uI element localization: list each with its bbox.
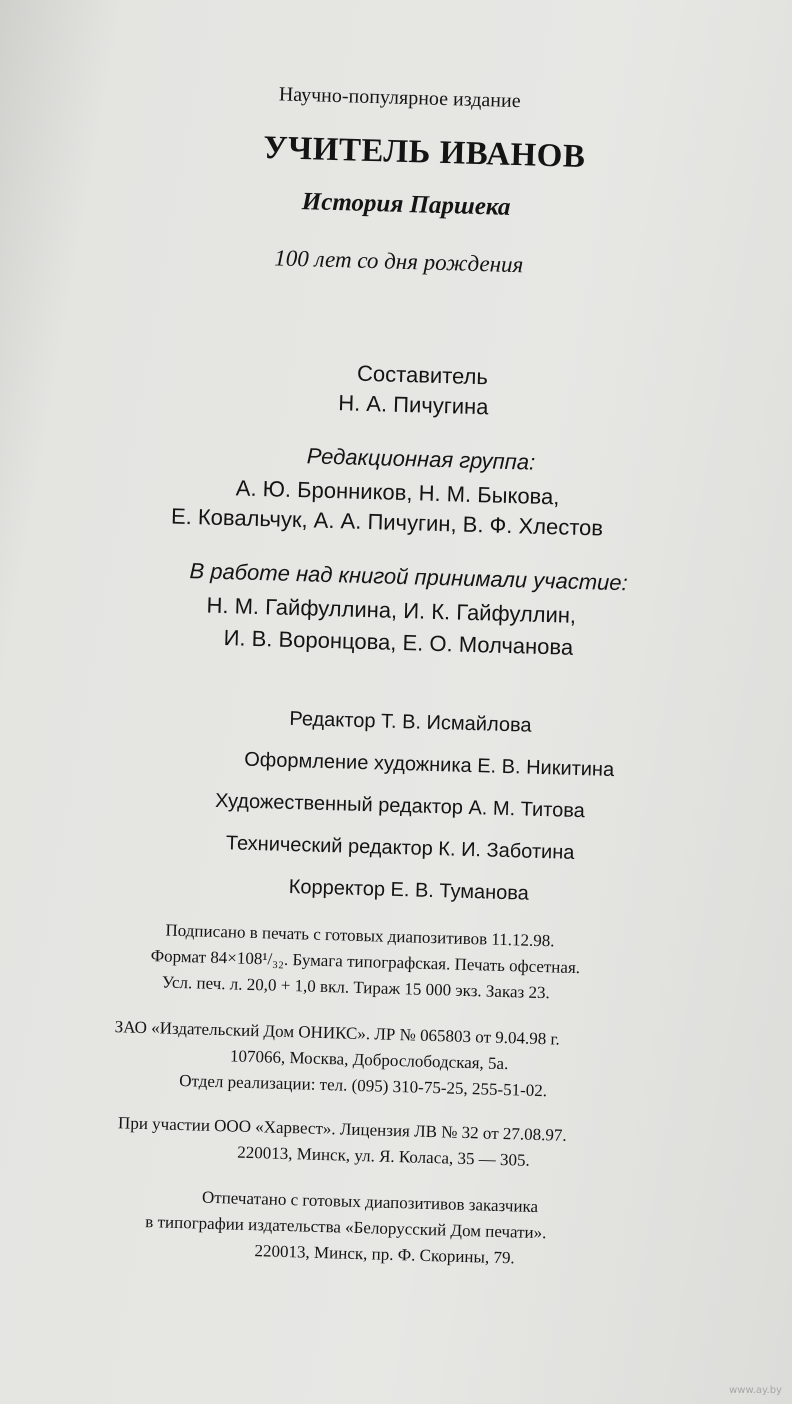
harvest-address: 220013, Минск, ул. Я. Коласа, 35 — 305. [237,1142,531,1170]
book-title: УЧИТЕЛЬ ИВАНОВ [262,129,586,175]
credit-tech-editor: Технический редактор К. И. Заботина [225,832,575,864]
credit-art-editor: Художественный редактор А. М. Титова [214,789,586,823]
participants-label: В работе над книгой принимали участие: [189,558,629,596]
imprint-print-run: Усл. печ. л. 20,0 + 1,0 вкл. Тираж 15 000 экз. Заказ 23. [161,972,551,1003]
printing-house-address: 220013, Минск, пр. Ф. Скорины, 79. [254,1241,515,1268]
compiler-label: Составитель [356,360,489,390]
publisher-line1: ЗАО «Издательский Дом ОНИКС». ЛР № 065803 от 9.04.98 г. [114,1017,561,1049]
book-tagline: 100 лет со дня рождения [273,245,524,278]
participants-line2: И. В. Воронцова, Е. О. Молчанова [223,625,574,660]
book-subtitle: История Паршека [301,188,511,221]
publisher-sales-phone: Отдел реализации: тел. (095) 310-75-25, 255-51-02. [179,1070,548,1101]
editorial-group-line2: Е. Ковальчук, А. А. Пичугин, В. Ф. Хлестов [170,503,604,541]
compiler-name: Н. А. Пичугина [337,390,489,420]
publication-type: Научно-популярное издание [278,83,521,113]
imprint-signed: Подписано в печать с готовых диапозитивов 11.12.98. [165,920,555,951]
credit-proofreader: Корректор Е. В. Туманова [288,875,530,905]
participants-line1: Н. М. Гайфуллина, И. К. Гайфуллин, [206,592,577,628]
title-page-content [20,0,792,1268]
editorial-group-label: Редакционная группа: [306,443,536,475]
publisher-address: 107066, Москва, Доброслободская, 5а. [229,1046,509,1074]
credit-design: Оформление художника Е. В. Никитина [243,748,615,782]
printing-house: в типографии издательства «Белорусский Дом печати». [145,1212,547,1243]
credit-editor: Редактор Т. В. Исмайлова [289,707,532,737]
editorial-group-line1: А. Ю. Бронников, Н. М. Быкова, [235,475,560,510]
printed-from: Отпечатано с готовых диапозитивов заказчика [201,1187,539,1217]
watermark: www.ay.by [729,1385,782,1396]
harvest-license: При участии ООО «Харвест». Лицензия ЛВ № 32 от 27.08.97. [117,1113,567,1145]
imprint-format: Формат 84×108¹/₃₂. Бумага типографская. Печать офсетная. [150,946,581,978]
